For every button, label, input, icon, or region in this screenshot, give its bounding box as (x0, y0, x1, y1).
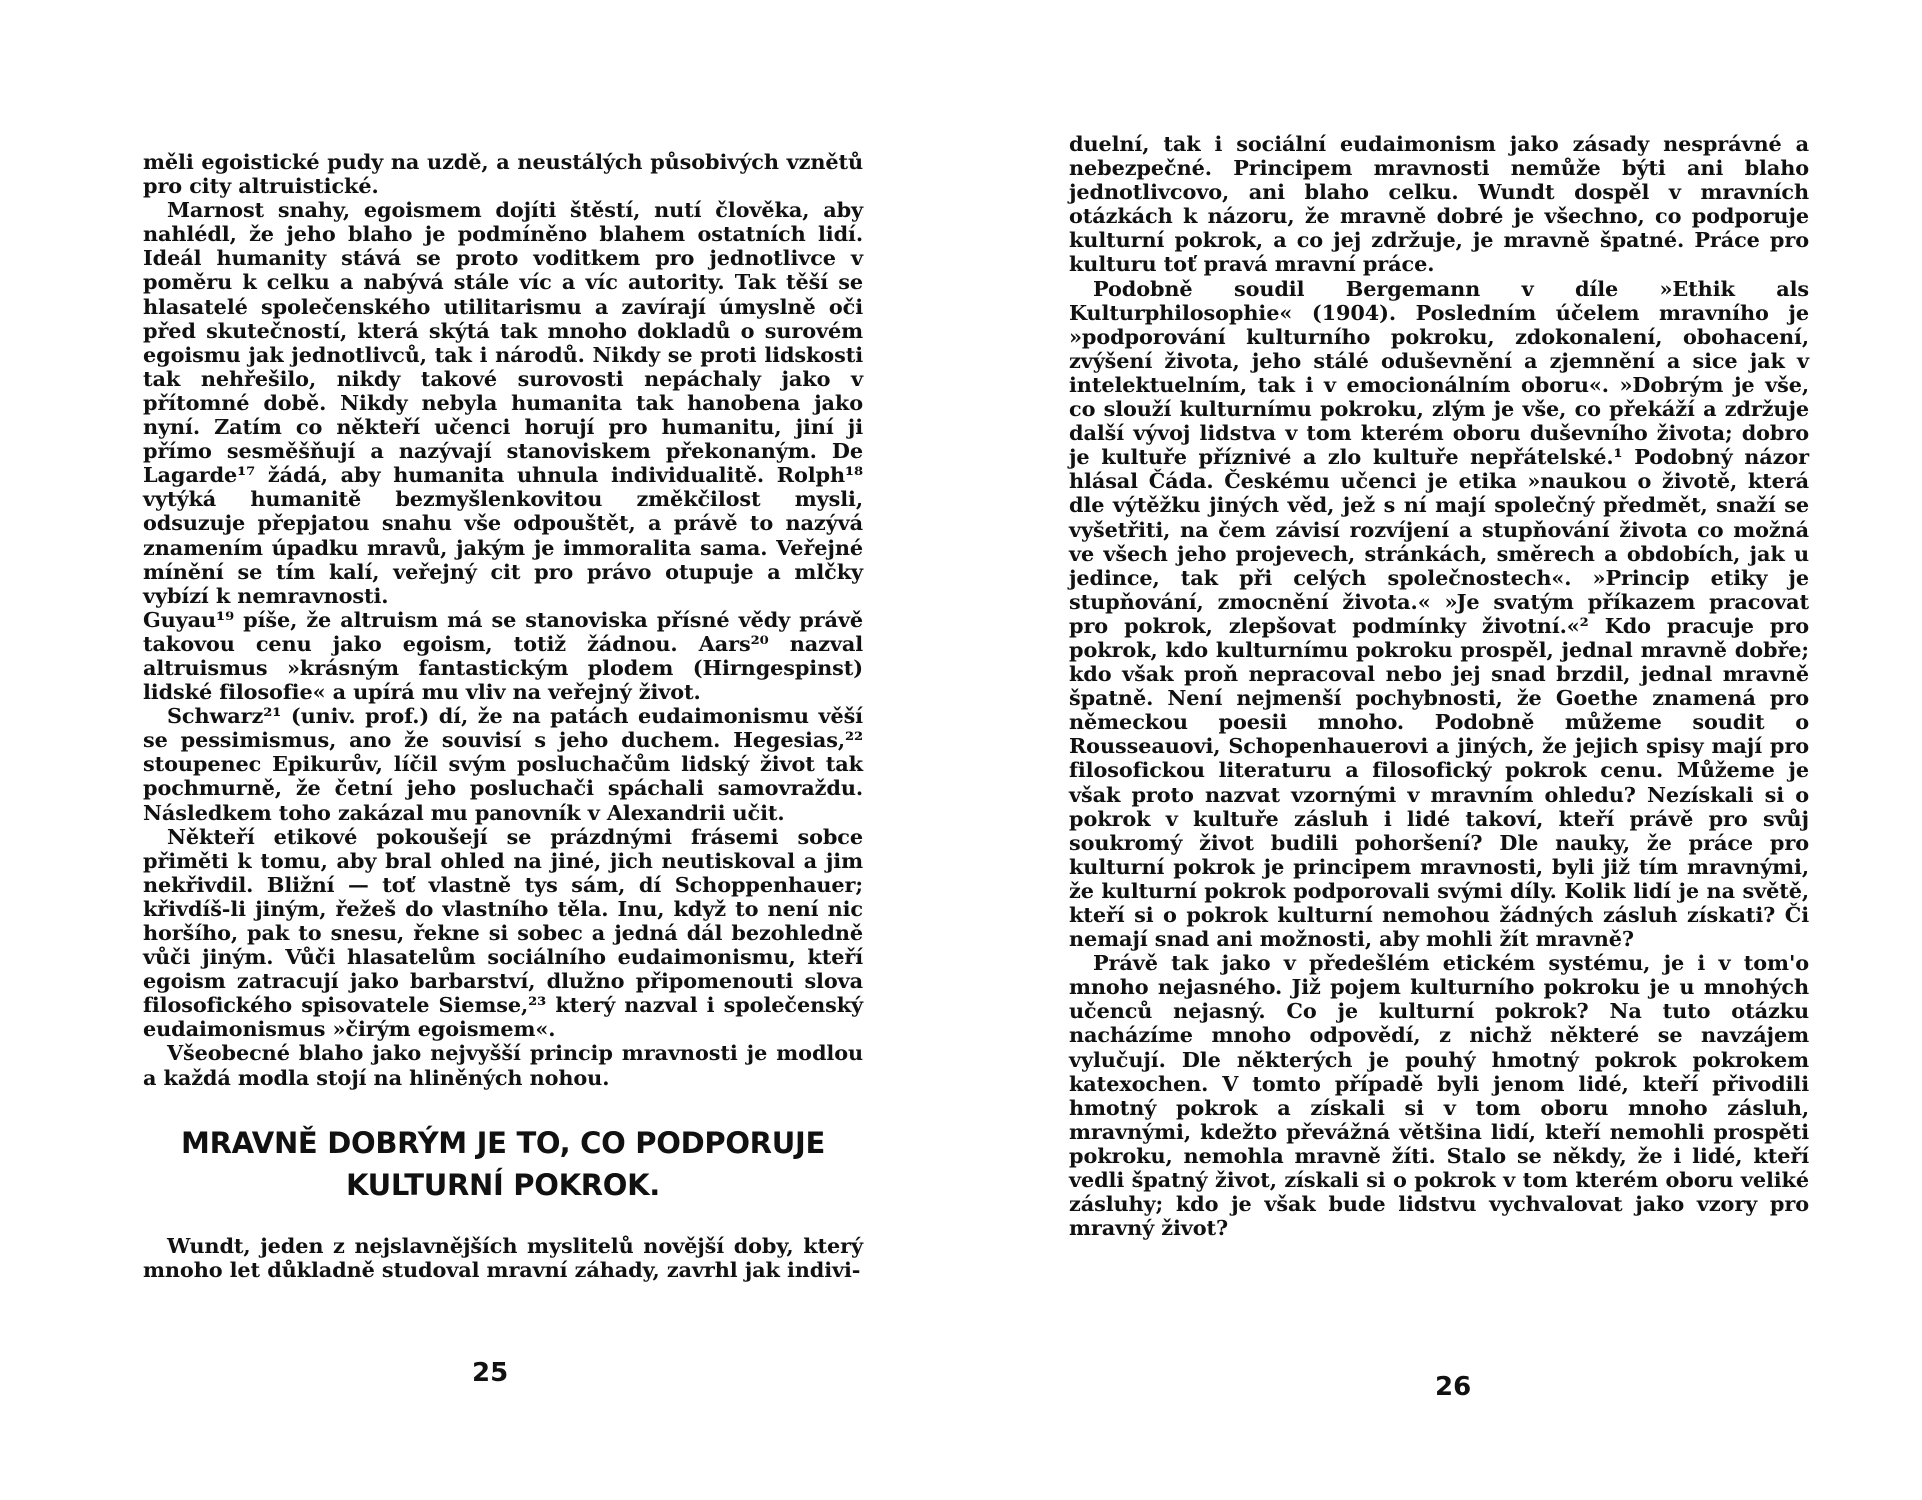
left-text-column (143, 150, 863, 1282)
page-number: 26 (1435, 1372, 1472, 1402)
section-heading: MRAVNĚ DOBRÝM JE TO, CO PODPORUJE KULTURNÍ POKROK. (181, 1125, 825, 1202)
right-text-column (1069, 132, 1809, 1240)
paragraph: měli egoistické pudy na uzdě, a neustálých působivých vznětů pro city altruistické. (143, 149, 863, 199)
paragraph: Podobně soudil Bergemann v díle »Ethik als Kulturphilosophie« (1904). Posledním účelem mravního je »podporování kulturního pokroku, zdokonalení, obohacení, zvýšení života, jeho stálé oduševnění a zjemnění a sice jak v intelektuelním, tak i v emocionálním oboru«. »Dobrým je vše, co slouží kulturnímu pokroku, zlým je vše, co překáží a zdržuje další vývoj lidstva v tom kterém oboru duševního života; dobro je kultuře příznivé a zlo kultuře nepřátelské.¹ Podobný názor hlásal Čáda. Českému učenci je etika »naukou o životě, která dle výtěžku jiných věd, jež s ní mají společný předmět, snaží se vyšetřiti, na čem závisí rozvíjení a stupňování života co možná ve všech jeho projevech, stránkách, směrech a obdobích, jak u jedince, tak při celých společnostech«. »Princip etiky je stupňování, zmocnění života.« »Je svatým příkazem pracovat pro pokrok, zlepšovat podmínky životní.«² Kdo pracuje pro pokrok, kdo kulturnímu pokroku prospěl, jednal mravně dobře; kdo však proň nepracoval nebo jej snad brzdil, jednal mravně špatně. Není nejmenší pochybnosti, že Goethe znamená pro německou poesii mnoho. Podobně můžeme soudit o Rousseauovi, Schopenhauerovi a jiných, že jejich spisy mají pro filosofickou literaturu a filosofický pokrok cenu. Můžeme je však proto nazvat vzornými v mravním ohledu? Nezískali si o pokrok v kultuře zásluh i lidé takoví, kteří právě pro svůj soukromý život budili pohoršení? Dle nauky, že práce pro kulturní pokrok je principem mravnosti, byli již tím mravnými, že kulturní pokrok podporovali svými díly. Kolik lidí je na světě, kteří si o pokrok kulturní nemohou žádných zásluh získati? Či nemají snad ani možnosti, aby mohli žít mravně? (1069, 275, 1809, 952)
paragraph: Někteří etikové pokoušejí se prázdnými frásemi sobce přiměti k tomu, aby bral ohled na jiné, jich neutiskoval a jim nekřivdil. Bližní — toť vlastně tys sám, dí Schoppenhauer; křivdíš-li jiným, řežeš do vlastního těla. Inu, když to není nic horšího, pak to snesu, řekne si sobec a jedná dál bezohledně vůči jiným. Vůči hlasatelům sociálního eudaimonismu, kteří egoism zatracují jako barbarství, dlužno připomenouti slova filosofického spisovatele Siemse,²³ který nazval i společenský eudaimonismus »čirým egoismem«. (143, 823, 863, 1042)
paragraph: Schwarz²¹ (univ. prof.) dí, že na patách eudaimonismu věší se pessimismus, ano že souvisí s jeho duchem. Hegesias,²² stoupenec Epikurův, líčil svým posluchačům lidský život tak pochmurně, že četní jeho posluchači spáchali samovraždu. Následkem toho zakázal mu panovník v Alexandrii učit. (143, 703, 863, 825)
page-number: 25 (472, 1358, 509, 1388)
right-page (961, 0, 1922, 1500)
paragraph: Guyau¹⁹ píše, že altruism má se stanoviska přísné vědy právě takovou cenu jako egoism, totiž žádnou. Aars²⁰ nazval altruismus »krásným fantastickým plodem (Hirngespinst) lidské filosofie« a upírá mu vliv na veřejný život. (143, 606, 863, 705)
paragraph: duelní, tak i sociální eudaimonism jako zásady nesprávné a nebezpečné. Principem mravnosti nemůže býti ani blaho jednotlivcovo, ani blaho celku. Wundt dospěl v mravních otázkách k názoru, že mravně dobré je všechno, co podporuje kulturní pokrok, a co jej zdržuje, je mravně špatné. Práce pro kulturu toť pravá mravní práce. (1069, 131, 1809, 277)
paragraph: Wundt, jeden z nejslavnějších myslitelů novější doby, který mnoho let důkladně studoval mravní záhady, zavrhl jak indivi- (143, 1232, 863, 1282)
paragraph: Právě tak jako v předešlém etickém systému, je i v tom'o mnoho nejasného. Již pojem kulturního pokroku je u mnohých učenců nejasný. Co je kulturní pokrok? Na tuto otázku nacházíme mnoho odpovědí, z nichž některé se navzájem vylučují. Dle některých je pouhý hmotný pokrok pokrokem katexochen. V tomto případě byli jenom lidé, kteří přivodili hmotný pokrok a získali si v tom oboru mnoho zásluh, mravnými, kdežto převážná většina lidí, kteří nemohli prospěti pokroku, nemohla mravně žíti. Stalo se někdy, že i lidé, kteří vedli špatný život, získali si o pokrok v tom kterém oboru veliké zásluhy; kdo je však bude lidstvu vychvalovat jako vzory pro mravný život? (1069, 950, 1809, 1241)
paragraph: Marnost snahy, egoismem dojíti štěstí, nutí člověka, aby nahlédl, že jeho blaho je podmíněno blahem ostatních lidí. Ideál humanity stává se proto voditkem pro jednotlivce v poměru k celku a nabývá stále víc a víc autority. Tak těší se hlasatelé společenského utilitarismu a zavírají úmyslně oči před skutečností, která skýtá tak mnoho dokladů o surovém egoismu jak jednotlivců, tak i národů. Nikdy se proti lidskosti tak nehřešilo, nikdy takové surovosti nepáchaly jako v přítomné době. Nikdy nebyla humanita tak hanobena jako nyní. Zatím co někteří učenci horují pro humanitu, jiní ji přímo sesměšňují a nazývají stanoviskem překonaným. De Lagarde¹⁷ žádá, aby humanita uhnula individualitě. Rolph¹⁸ vytýká humanitě bezmyšlenkovitou změkčilost mysli, odsuzuje přepjatou snahu vše odpouštět, a právě to nazývá znamením úpadku mravů, jakým je immoralita sama. Veřejné mínění se tím kalí, veřejný cit pro právo otupuje a mlčky vybízí k nemravnosti. (143, 197, 863, 608)
paragraph: Všeobecné blaho jako nejvyšší princip mravnosti je modlou a každá modla stojí na hliněných nohou. (143, 1040, 863, 1090)
